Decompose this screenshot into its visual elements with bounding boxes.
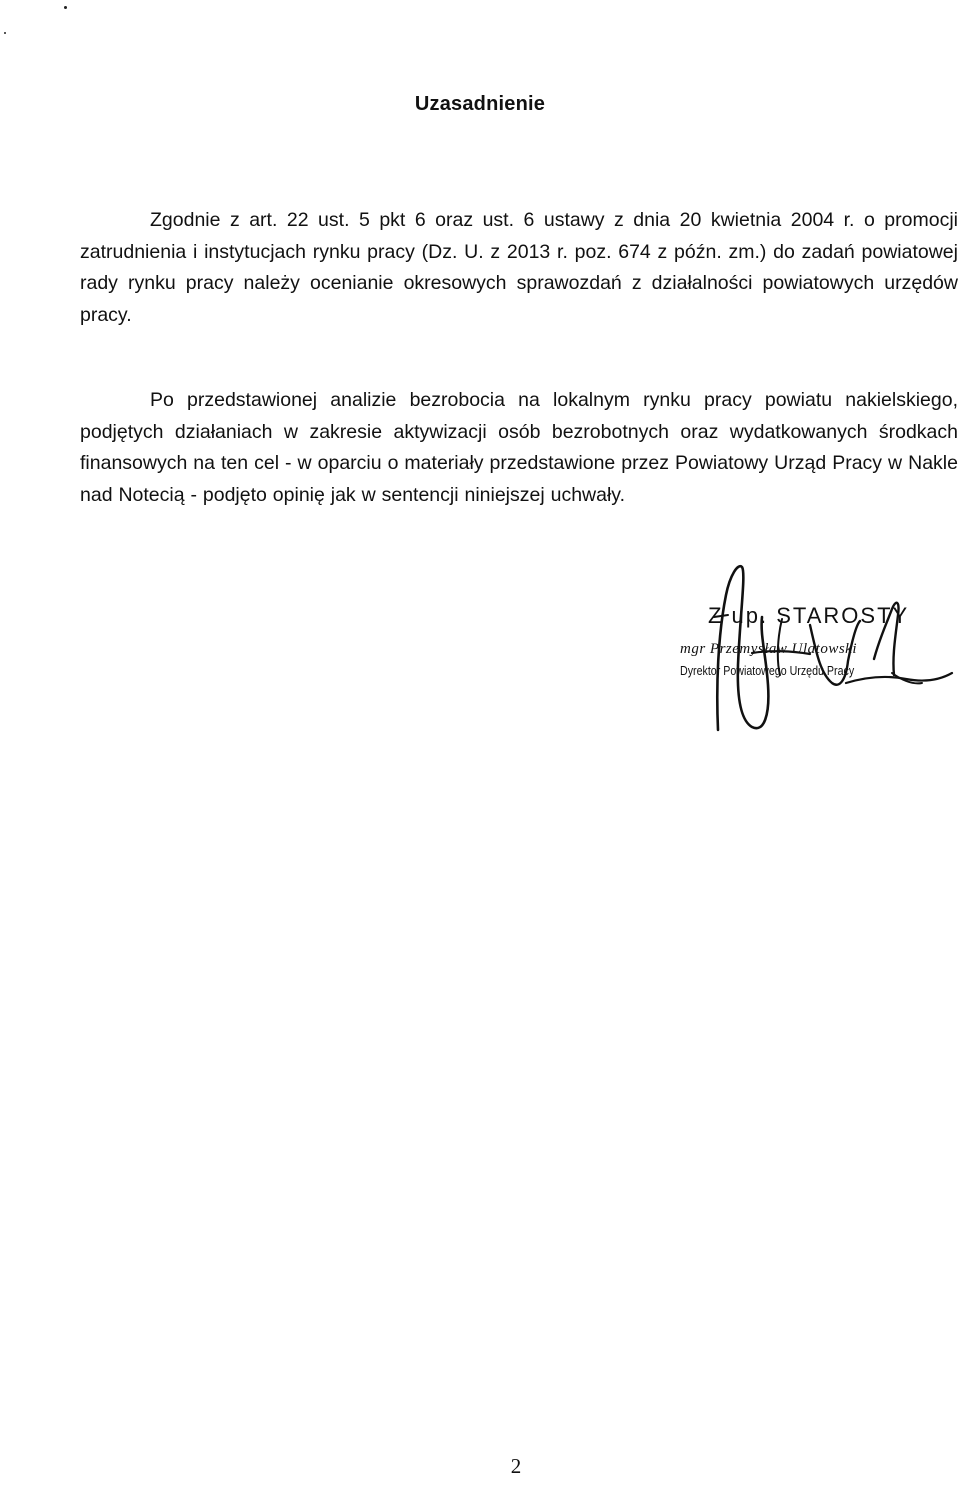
paragraph-opinion: Po przedstawionej analizie bezrobocia na lokalnym rynku pracy powiatu nakielskiego, podjętych działaniach w zakresie aktywizacji osób bezrobotnych oraz wydatkowanych środkach finansowych na ten cel - w oparciu o materiały przedstawione przez Powiatowy Urząd Pracy w Nakle nad Notecią - podjęto opinię jak w sentencji niniejszej uchwały.: [80, 389, 958, 506]
stamp-authority-line: Z up. STAROSTY: [708, 603, 910, 628]
scan-speck: [4, 32, 6, 34]
handwritten-signature: [660, 555, 960, 750]
stamp-name-line: mgr Przemysław Ulatowski: [680, 641, 857, 657]
document-title: Uzasadnienie: [414, 93, 546, 115]
paragraph-legal-basis: Zgodnie z art. 22 ust. 5 pkt 6 oraz ust. 6 ustawy z dnia 20 kwietnia 2004 r. o promocji zatrudnienia i instytucjach rynku pracy (Dz. U. z 2013 r. poz. 674 z późn. zm.) do zadań powiatowej rady rynku pracy należy ocenianie okresowych sprawozdań z działalności powiatowych urzędów pracy.: [80, 209, 958, 326]
stamp-position-line: Dyrektor Powiatowego Urzędu Pracy: [680, 663, 855, 678]
page-number: 2: [510, 1454, 522, 1478]
scan-speck: [64, 6, 67, 9]
signature-stamp: [660, 555, 960, 750]
